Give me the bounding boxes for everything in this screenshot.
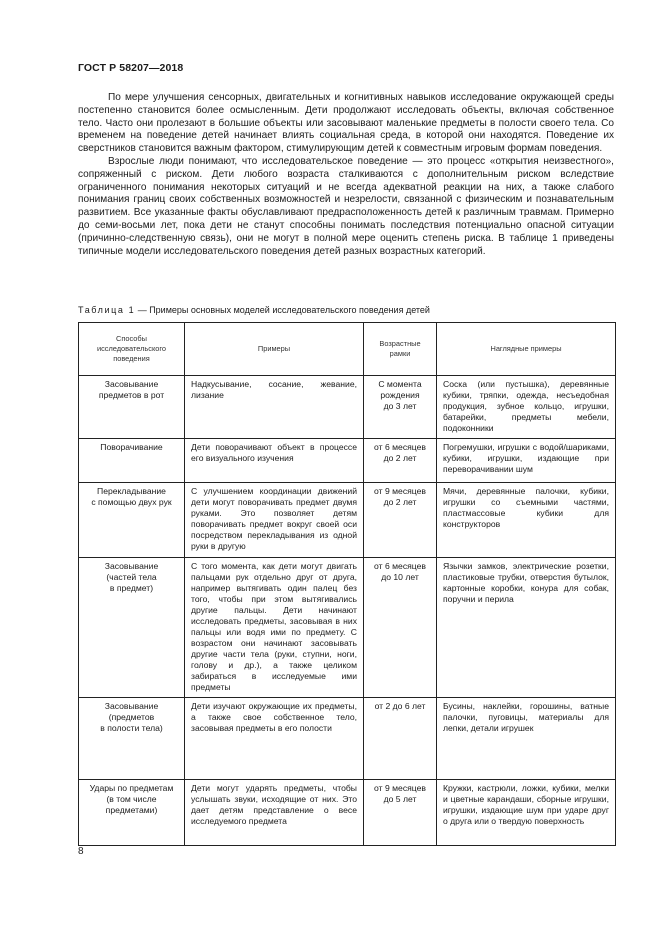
- header-age: Возрастные рамки: [364, 323, 437, 376]
- header-visual-examples: Наглядные примеры: [437, 323, 616, 376]
- cell-method: Засовывание предметов в рот: [79, 376, 185, 439]
- cell-examples: С того момента, как дети могут двигать пальцами рук отдельно друг от друга, например вытягивать один палец без того, чтобы при этом вытягивались другие пальцы. Дети начинают исследовать предметы, засовывая в них пальцы или водя ими по предмету. С возрастом они начинают засовывать другие части тела (руки, ступни, ноги, голову и др.), а также целиком забираться в исследуемые ими предметы: [185, 558, 364, 698]
- table-row: [79, 698, 616, 780]
- cell-method: Поворачивание: [79, 439, 185, 483]
- document-code-header: ГОСТ Р 58207—2018: [78, 62, 184, 74]
- cell-visual-examples: Погремушки, игрушки с водой/шариками, кубики, игрушки, издающие при переворачивании шум: [437, 439, 616, 483]
- cell-examples: С улучшением координации движений дети могут поворачивать предмет двумя руками. Это позволяет детям поворачивать предмет вокруг своей оси посредством перекладывания из одной руки в другую: [185, 483, 364, 558]
- cell-age: от 6 месяцев до 10 лет: [364, 558, 437, 698]
- paragraph: По мере улучшения сенсорных, двигательных и когнитивных навыков исследование окружающей среды постепенно становится более осмысленным. Дети продолжают исследовать объекты, включая собственное тело. Часто они пролезают в большие объекты или засовывают маленькие предметы в полости своего тела. Со временем на поведение детей начинает влиять социальная среда, в которой они находятся. Поведение их сверстников становится важным фактором, стимулирующим детей к совместным игровым формам поведения.: [78, 92, 614, 155]
- cell-examples: Дети изучают окружающие их предметы, а также свое собственное тело, засовывая предметы в его полости: [185, 698, 364, 780]
- table-caption-label: Таблица 1: [78, 305, 136, 315]
- cell-age: от 2 до 6 лет: [364, 698, 437, 780]
- header-method: Способы исследовательского поведения: [79, 323, 185, 376]
- cell-examples: Надкусывание, сосание, жевание, лизание: [185, 376, 364, 439]
- cell-visual-examples: Мячи, деревянные палочки, кубики, игрушки со съемными частями, пластмассовые кубики для конструкторов: [437, 483, 616, 558]
- cell-age: от 6 месяцев до 2 лет: [364, 439, 437, 483]
- table-header-row: [79, 323, 616, 376]
- cell-age: от 9 месяцев до 5 лет: [364, 780, 437, 846]
- cell-age: С момента рождения до 3 лет: [364, 376, 437, 439]
- cell-visual-examples: Язычки замков, электрические розетки, пластиковые трубки, отверстия бутылок, картонные коробки, конура для собак, поручни и перила: [437, 558, 616, 698]
- table-caption: [78, 305, 430, 316]
- cell-method: Засовывание (предметов в полости тела): [79, 698, 185, 780]
- paragraph: Взрослые люди понимают, что исследовательское поведение — это процесс «открытия неизвестного», сопряженный с риском. Дети любого возраста сталкиваются с дополнительным риском вследствие ограниченного понимания некоторых ситуаций и не всегда адекватной реакции на них, а также слабого понимания границ своих собственных возможностей и незрелости, связанной с физическим и познавательным развитием. Все указанные факты обуславливают предрасположенность детей к различным травмам. Примерно до семи-восьми лет, пока дети не станут способны понимать последствия потенциально опасной ситуации (причинно-следственную связь), они не могут в полной мере оценить степень риска. В таблице 1 приведены типичные модели исследовательского поведения детей разных возрастных категорий.: [78, 155, 614, 257]
- cell-visual-examples: Бусины, наклейки, горошины, ватные палочки, пуговицы, материалы для лепки, детали игрушек: [437, 698, 616, 780]
- table-row: [79, 483, 616, 558]
- cell-examples: Дети поворачивают объект в процессе его визуального изучения: [185, 439, 364, 483]
- table-row: [79, 780, 616, 846]
- cell-method: Удары по предметам (в том числе предметами): [79, 780, 185, 846]
- exploration-models-table: [78, 322, 616, 846]
- header-examples: Примеры: [185, 323, 364, 376]
- table-row: [79, 439, 616, 483]
- cell-age: от 9 месяцев до 2 лет: [364, 483, 437, 558]
- cell-visual-examples: Кружки, кастрюли, ложки, кубики, мелки и цветные карандаши, сборные игрушки, игрушки, издающие шум при ударе друг о друга или о твердую поверхность: [437, 780, 616, 846]
- body-text: [78, 92, 614, 258]
- table-caption-text: — Примеры основных моделей исследовательского поведения детей: [135, 305, 430, 315]
- page-number: 8: [78, 846, 84, 857]
- cell-examples: Дети могут ударять предметы, чтобы услышать звуки, исходящие от них. Это дает детям представление о весе исследуемого предмета: [185, 780, 364, 846]
- cell-visual-examples: Соска (или пустышка), деревянные кубики, тряпки, одежда, несъедобная продукция, зубное кольцо, игрушки, батарейки, предметы мебели, подоконники: [437, 376, 616, 439]
- cell-method: Перекладывание с помощью двух рук: [79, 483, 185, 558]
- table-row: [79, 558, 616, 698]
- table-row: [79, 376, 616, 439]
- cell-method: Засовывание (частей тела в предмет): [79, 558, 185, 698]
